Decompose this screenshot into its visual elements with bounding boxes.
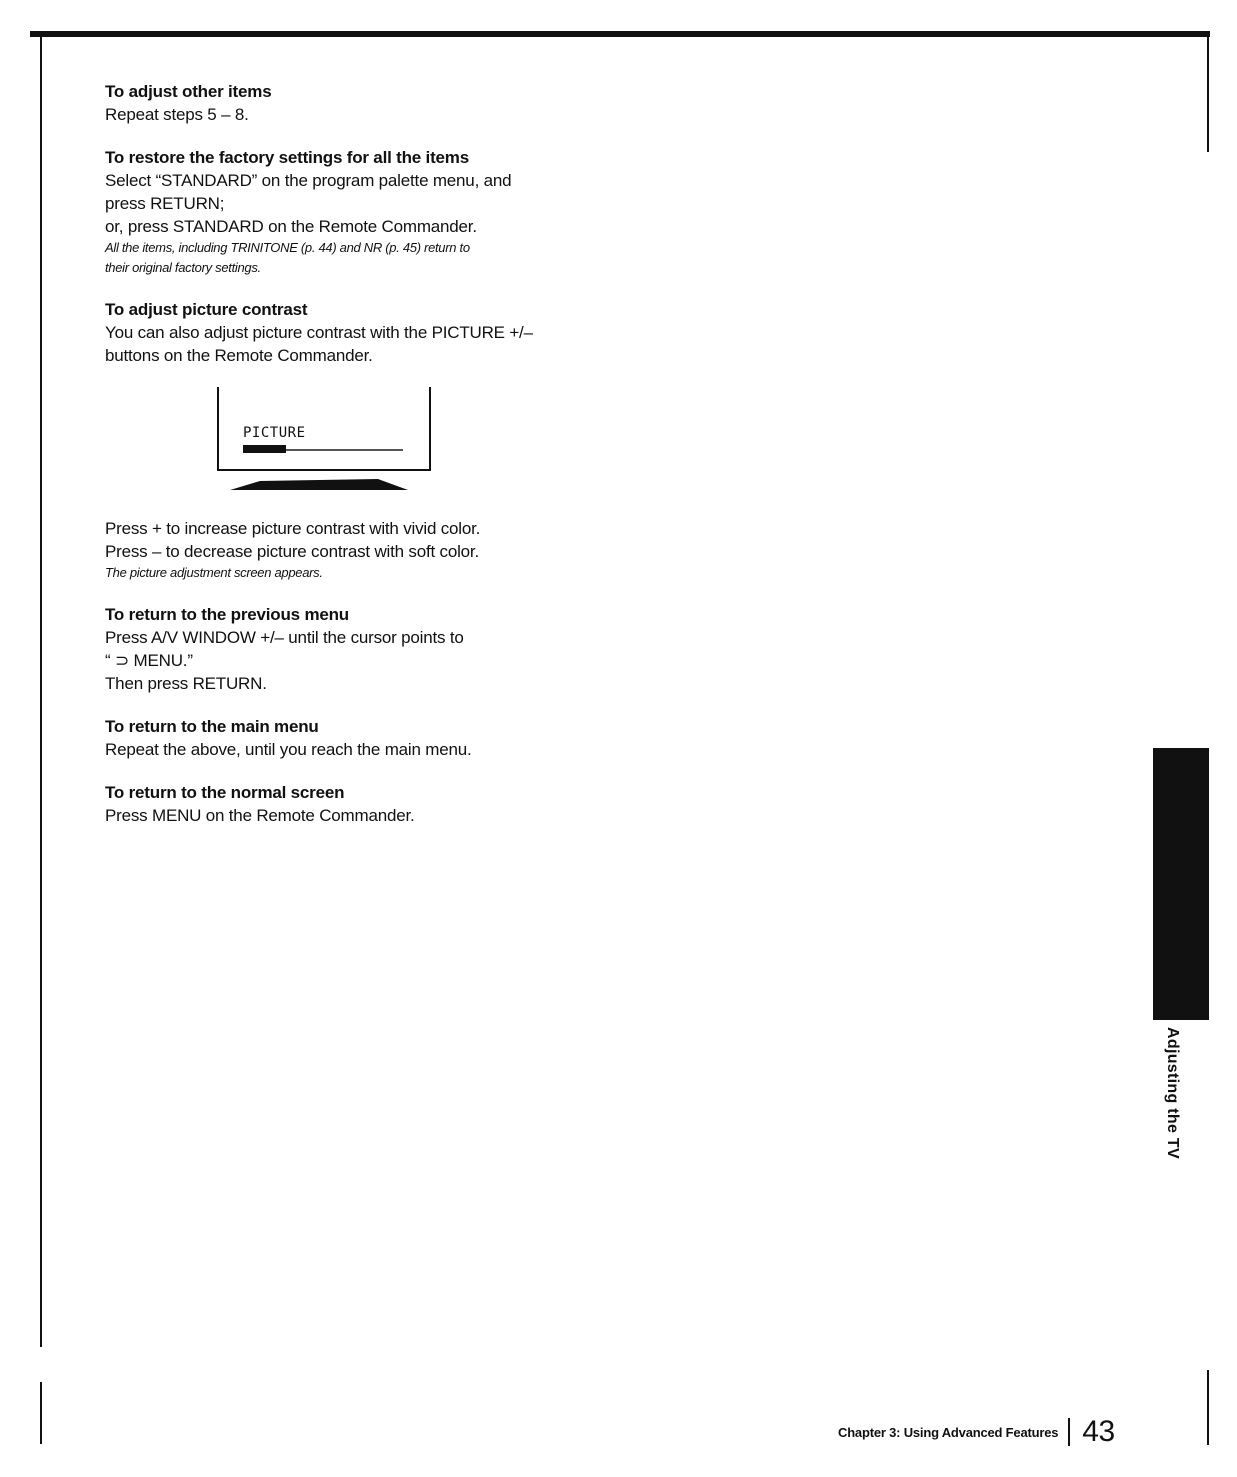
- sections-top: [105, 80, 665, 367]
- section-heading: To adjust other items: [105, 82, 272, 101]
- body-line: Press MENU on the Remote Commander.: [105, 806, 415, 825]
- body-line: “ ⊃ MENU.”: [105, 651, 193, 670]
- right-margin-rule-top: [1207, 37, 1209, 152]
- left-margin-rule: [40, 37, 42, 1347]
- body-line: Press + to increase picture contrast with vivid color.: [105, 519, 481, 538]
- body-line: You can also adjust picture contrast with the PICTURE +/–: [105, 323, 533, 342]
- section-heading: To return to the main menu: [105, 717, 319, 736]
- body-line: Press – to decrease picture contrast with soft color.: [105, 542, 479, 561]
- section: [105, 298, 665, 367]
- note-line: All the items, including TRINITONE (p. 44) and NR (p. 45) return to: [105, 240, 470, 255]
- body-line: Press A/V WINDOW +/– until the cursor points to: [105, 628, 464, 647]
- sections-bottom: [105, 603, 665, 827]
- body-line: Select “STANDARD” on the program palette menu, and: [105, 171, 512, 190]
- note-line: their original factory settings.: [105, 260, 261, 275]
- level-bar-fill: [243, 445, 286, 453]
- section: [105, 80, 665, 126]
- top-rule: [30, 31, 1210, 37]
- footer-separator: [1068, 1418, 1070, 1446]
- section-heading: To return to the normal screen: [105, 783, 345, 802]
- section: [105, 715, 665, 761]
- tv-screen-figure: [105, 367, 665, 517]
- left-margin-rule-lower: [40, 1382, 42, 1444]
- main-content: [105, 80, 665, 847]
- section: [105, 146, 665, 278]
- body-line: Then press RETURN.: [105, 674, 267, 693]
- page-number: 43: [1082, 1415, 1115, 1448]
- page-footer: [838, 1412, 1115, 1452]
- body-line: Repeat steps 5 – 8.: [105, 105, 249, 124]
- note-line: The picture adjustment screen appears.: [105, 565, 323, 580]
- screen-label: PICTURE: [243, 425, 306, 441]
- section-heading: To restore the factory settings for all the items: [105, 148, 469, 167]
- section: [105, 603, 665, 695]
- tv-screen-frame: [217, 387, 431, 471]
- body-line: or, press STANDARD on the Remote Commander.: [105, 217, 477, 236]
- section-contrast-usage: [105, 517, 665, 583]
- side-tab-label: [1158, 1026, 1186, 1159]
- chapter-tab-marker: [1153, 748, 1209, 1020]
- footer-chapter-title: Chapter 3: Using Advanced Features: [838, 1424, 1059, 1440]
- body-line: buttons on the Remote Commander.: [105, 346, 373, 365]
- tv-stand-shape: [230, 477, 410, 491]
- side-tab-text: Adjusting the TV: [1164, 1026, 1181, 1159]
- section-heading: To return to the previous menu: [105, 605, 349, 624]
- body-line: Repeat the above, until you reach the main menu.: [105, 740, 472, 759]
- body-line: press RETURN;: [105, 194, 225, 213]
- section: [105, 781, 665, 827]
- section-heading: To adjust picture contrast: [105, 300, 308, 319]
- right-margin-rule-lower: [1207, 1370, 1209, 1445]
